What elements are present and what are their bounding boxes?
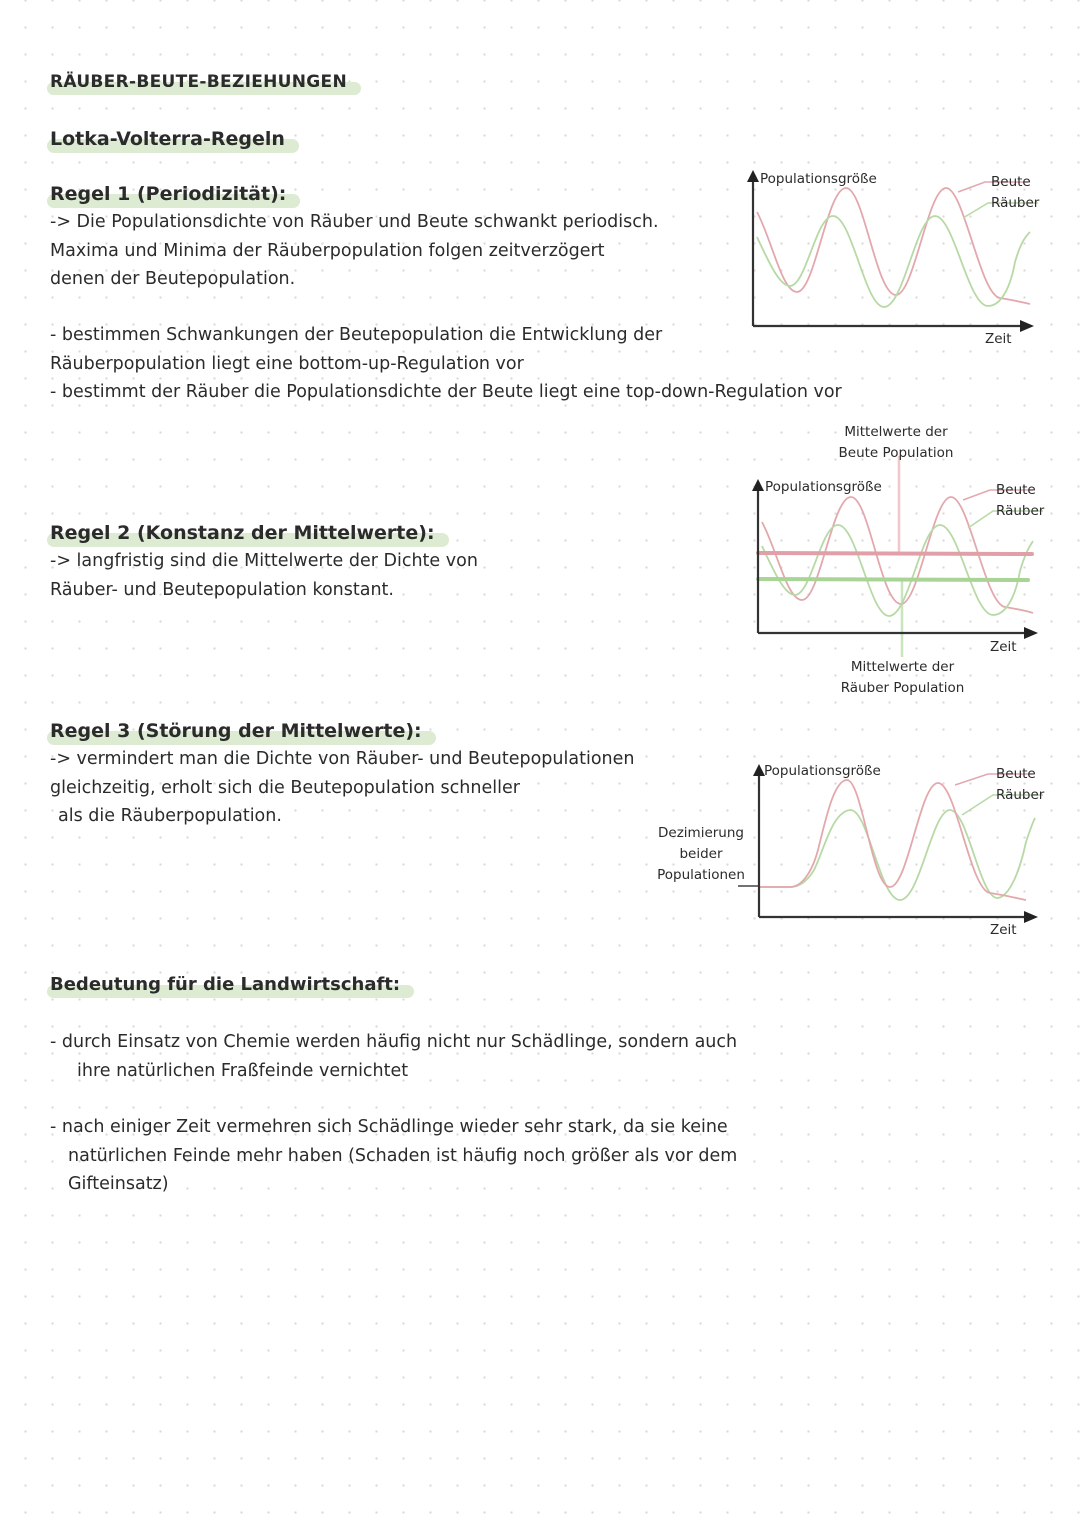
graph2-prey-mean-line (758, 553, 1032, 554)
graph1-legend-prey: Beute (991, 174, 1031, 190)
graph3-decimation-label: Dezimierung beider Populationen (657, 825, 745, 883)
rule3-heading: Regel 3 (Störung der Mittelwerte): (50, 720, 422, 742)
rule2-heading: Regel 2 (Konstanz der Mittelwerte): (50, 522, 435, 544)
graph3-legend-prey: Beute (996, 766, 1036, 782)
graph3-x-label: Zeit (990, 922, 1017, 938)
rule3-text: -> vermindert man die Dichte von Räuber- und Beutepopulationen gleichzeitig, erholt sich die Beutepopulation schneller als die Räuberpopulation. (50, 749, 635, 826)
graph3-predator-curve (759, 810, 1035, 900)
graph2-x-label: Zeit (990, 639, 1017, 655)
graph3-prey-curve (759, 780, 1026, 900)
graph2-legend-prey: Beute (996, 482, 1036, 498)
graph2-predator-mean-label: Mittelwerte der Räuber Population (840, 659, 965, 696)
graph2-y-arrow (752, 479, 764, 491)
graph1-x-label: Zeit (985, 331, 1012, 347)
regulation-text: - bestimmen Schwankungen der Beutepopulation die Entwicklung der Räuberpopulation liegt eine bottom-up-Regulation vor - bestimmt der Räuber die Populationsdichte der Beute liegt eine top-down-Regulation vor (50, 325, 842, 402)
section-subtitle: Lotka-Volterra-Regeln (50, 128, 285, 150)
graph1-legend-predator: Räuber (991, 195, 1040, 211)
rule1-text: -> Die Populationsdichte von Räuber und Beute schwankt periodisch. Maxima und Minima der Räuberpopulation folgen zeitverzögert denen der Beutepopulation. (50, 212, 659, 289)
graph2-prey-mean-label: Mittelwerte der Beute Population (838, 424, 954, 461)
graph1-predator-curve (757, 216, 1030, 307)
graph1-y-arrow (747, 170, 759, 182)
agriculture-paragraph-1: - durch Einsatz von Chemie werden häufig nicht nur Schädlinge, sondern auch ihre natürlichen Fraßfeinde vernichtet (50, 1032, 738, 1081)
graph2-x-arrow (1024, 627, 1038, 639)
agriculture-paragraph-2: - nach einiger Zeit vermehren sich Schädlinge wieder sehr stark, da sie keine natürlichen Feinde mehr haben (Schaden ist häufig noch größer als vor dem Gifteinsatz) (50, 1117, 738, 1194)
graph3-y-label: Populationsgröße (764, 763, 881, 779)
graph3-x-arrow (1024, 911, 1038, 923)
graph2-predator-mean-line (758, 579, 1028, 580)
graph1-y-label: Populationsgröße (760, 171, 877, 187)
page-title: RÄUBER-BEUTE-BEZIEHUNGEN (50, 72, 347, 92)
graph1-prey-curve (757, 188, 1030, 304)
graph2-legend-predator: Räuber (996, 503, 1045, 519)
graph3-legend-predator: Räuber (996, 787, 1045, 803)
rule2-text: -> langfristig sind die Mittelwerte der Dichte von Räuber- und Beutepopulation konstant. (50, 551, 478, 600)
graph1-x-arrow (1020, 320, 1034, 332)
agriculture-heading: Bedeutung für die Landwirtschaft: (50, 974, 401, 995)
rule1-heading: Regel 1 (Periodizität): (50, 183, 287, 205)
graph2-y-label: Populationsgröße (765, 479, 882, 495)
